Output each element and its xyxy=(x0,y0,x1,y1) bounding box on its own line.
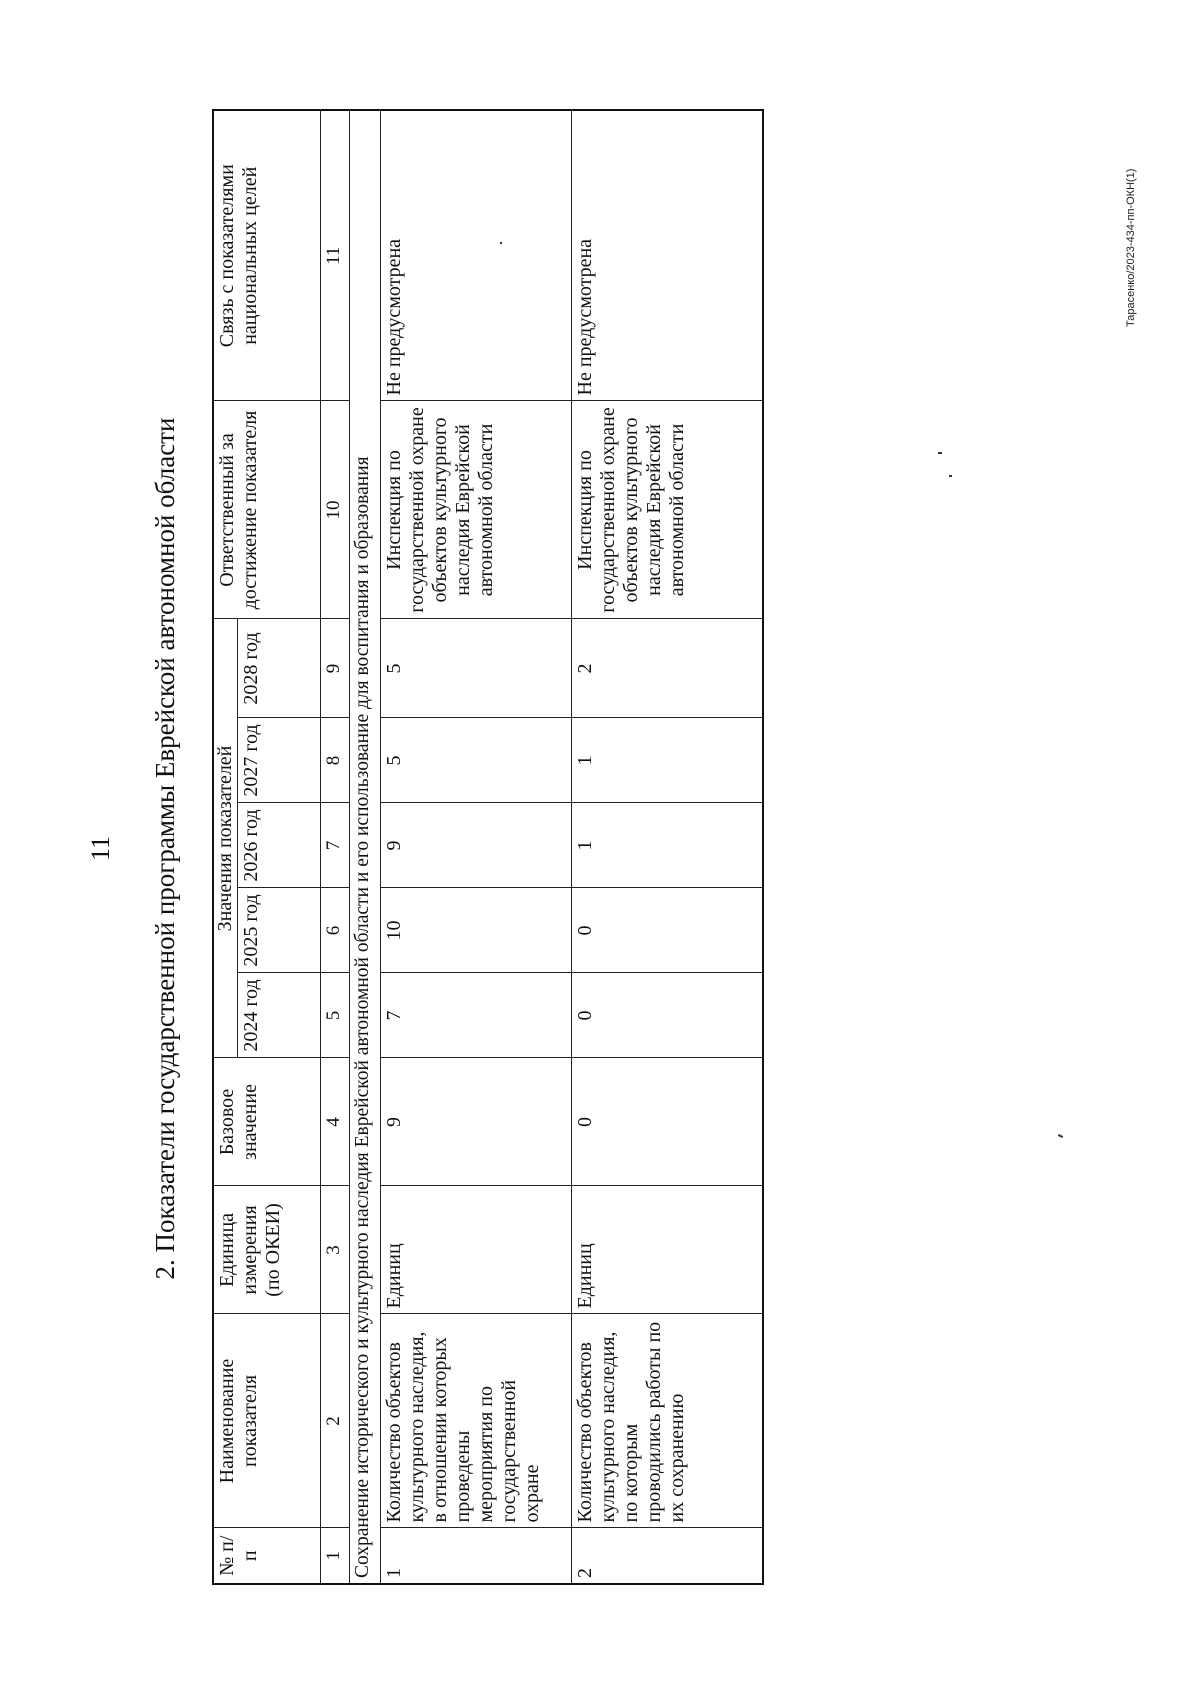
column-numbers-row xyxy=(321,110,350,1584)
header-year-2027: 2027 год xyxy=(238,718,321,803)
scan-speck xyxy=(1058,1134,1063,1138)
row-unit: Единиц xyxy=(381,1186,572,1314)
row-link: Не предусмотрена xyxy=(381,110,572,401)
column-number: 1 xyxy=(321,1528,350,1584)
row-base: 0 xyxy=(572,1058,764,1186)
table-row xyxy=(381,110,572,1584)
row-num: 1 xyxy=(381,1528,572,1584)
row-num: 2 xyxy=(572,1528,764,1584)
scan-speck xyxy=(500,242,502,244)
header-name: Наименование показателя xyxy=(213,1314,321,1528)
header-unit: Единица измерения (по ОКЕИ) xyxy=(213,1186,321,1314)
header-base: Базовое значение xyxy=(213,1058,321,1186)
column-number: 9 xyxy=(321,619,350,718)
column-number: 4 xyxy=(321,1058,350,1186)
section-row xyxy=(350,110,381,1584)
row-value-2028: 2 xyxy=(572,619,764,718)
row-value-2027: 5 xyxy=(381,718,572,803)
column-number: 8 xyxy=(321,718,350,803)
scan-speck xyxy=(949,475,952,477)
row-name: Количество объектов культурного наследия, по которым проводились работы по их сохранению xyxy=(572,1314,764,1528)
header-year-2028: 2028 год xyxy=(238,619,321,718)
row-value-2028: 5 xyxy=(381,619,572,718)
column-number: 7 xyxy=(321,803,350,888)
row-value-2025: 10 xyxy=(381,888,572,973)
row-value-2025: 0 xyxy=(572,888,764,973)
page-number: 11 xyxy=(86,835,115,862)
document-code: Тарасенко/2023-434-пп-ОКН(1) xyxy=(1125,168,1137,327)
header-year-2026: 2026 год xyxy=(238,803,321,888)
row-value-2026: 9 xyxy=(381,803,572,888)
column-number: 2 xyxy=(321,1314,350,1528)
row-value-2027: 1 xyxy=(572,718,764,803)
row-responsible: Инспекция по государственной охране объектов культурного наследия Еврейской автономной области xyxy=(381,401,572,619)
header-year-2025: 2025 год xyxy=(238,888,321,973)
section-heading: Сохранение исторического и культурного наследия Еврейской автономной области и его использование для воспитания и образования xyxy=(350,110,381,1584)
column-number: 11 xyxy=(321,110,350,401)
row-value-2026: 1 xyxy=(572,803,764,888)
header-responsible: Ответственный за достижение показателя xyxy=(213,401,321,619)
scan-speck xyxy=(938,452,942,454)
column-number: 10 xyxy=(321,401,350,619)
row-value-2024: 7 xyxy=(381,973,572,1058)
row-unit: Единиц xyxy=(572,1186,764,1314)
table-row xyxy=(572,110,764,1584)
header-link: Связь с показателями национальных целей xyxy=(213,110,321,401)
row-link: Не предусмотрена xyxy=(572,110,764,401)
row-base: 9 xyxy=(381,1058,572,1186)
row-name: Количество объектов культурного наследия, в отношении которых проведены мероприятия по государственной охране xyxy=(381,1314,572,1528)
header-year-2024: 2024 год xyxy=(238,973,321,1058)
row-responsible: Инспекция по государственной охране объектов культурного наследия Еврейской автономной области xyxy=(572,401,764,619)
section-title: 2. Показатели государственной программы Еврейской автономной области xyxy=(150,417,180,1280)
indicators-table xyxy=(212,109,764,1585)
header-num: № п/п xyxy=(213,1528,321,1584)
column-number: 6 xyxy=(321,888,350,973)
column-number: 5 xyxy=(321,973,350,1058)
column-number: 3 xyxy=(321,1186,350,1314)
header-row-top xyxy=(213,110,238,1584)
row-value-2024: 0 xyxy=(572,973,764,1058)
header-values-group: Значения показателей xyxy=(213,619,238,1058)
